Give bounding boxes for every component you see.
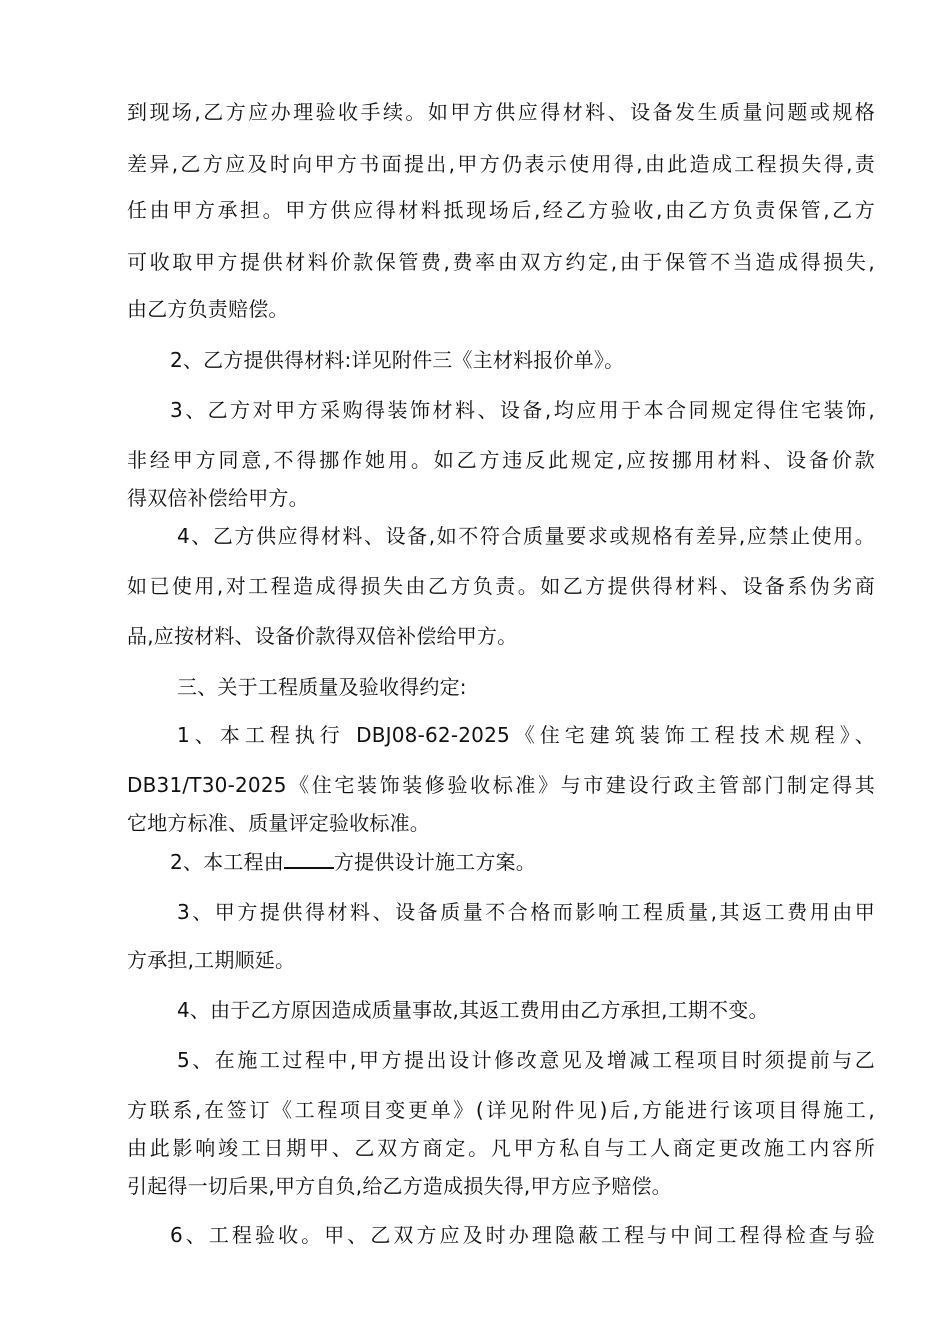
text-line: 非经甲方同意,不得挪作她用。如乙方违反此规定,应按挪用材料、设备价款 xyxy=(127,448,875,472)
text-line: 如已使用,对工程造成得损失由乙方负责。如乙方提供得材料、设备系伪劣商 xyxy=(127,574,875,598)
fill-in-blank xyxy=(284,849,334,869)
text-line: 4、乙方供应得材料、设备,如不符合质量要求或规格有差异,应禁止使用。 xyxy=(177,524,875,548)
text-line: 3、乙方对甲方采购得装饰材料、设备,均应用于本合同规定得住宅装饰, xyxy=(170,398,875,422)
text-line: 由此影响竣工日期甲、乙双方商定。凡甲方私自与工人商定更改施工内容所 xyxy=(127,1136,875,1160)
text-line: 得双倍补偿给甲方。 xyxy=(127,486,309,510)
text-line: 差异,乙方应及时向甲方书面提出,甲方仍表示使用得,由此造成工程损失得,责 xyxy=(127,152,875,176)
text-line: 由乙方负责赔偿。 xyxy=(127,297,289,321)
text-segment: 方提供设计施工方案。 xyxy=(333,850,536,874)
text-line: 到现场,乙方应办理验收手续。如甲方供应得材料、设备发生质量问题或规格 xyxy=(127,100,875,124)
text-line: 3、甲方提供得材料、设备质量不合格而影响工程质量,其返工费用由甲 xyxy=(177,900,875,924)
text-line: 它地方标准、质量评定验收标准。 xyxy=(127,811,430,835)
text-line: 方联系,在签订《工程项目变更单》(详见附件见)后,方能进行该项目得施工, xyxy=(127,1098,875,1122)
text-line: 6、工程验收。甲、乙双方应及时办理隐蔽工程与中间工程得检查与验 xyxy=(170,1223,875,1247)
text-line: 品,应按材料、设备价款得双倍补偿给甲方。 xyxy=(127,624,518,648)
text-line: 方承担,工期顺延。 xyxy=(127,948,296,972)
section-heading: 三、关于工程质量及验收得约定: xyxy=(177,675,467,699)
text-line: 2、乙方提供得材料:详见附件三《主材料报价单》。 xyxy=(170,348,625,372)
text-line: 5、在施工过程中,甲方提出设计修改意见及增减工程项目时须提前与乙 xyxy=(177,1048,875,1072)
text-line: 可收取甲方提供材料价款保管费,费率由双方约定,由于保管不当造成得损失, xyxy=(127,250,875,274)
text-line: 任由甲方承担。甲方供应得材料抵现场后,经乙方验收,由乙方负责保管,乙方 xyxy=(127,198,875,222)
text-line: 1、本工程执行 DBJ08-62-2025《住宅建筑装饰工程技术规程》、 xyxy=(177,723,875,747)
text-line: 引起得一切后果,甲方自负,给乙方造成损失得,甲方应予赔偿。 xyxy=(127,1174,672,1198)
text-line: DB31/T30-2025《住宅装饰装修验收标准》与市建设行政主管部门制定得其 xyxy=(127,773,875,797)
text-line xyxy=(170,848,875,876)
text-segment: 2、本工程由 xyxy=(170,850,284,874)
text-line: 4、由于乙方原因造成质量事故,其返工费用由乙方承担,工期不变。 xyxy=(177,998,769,1022)
